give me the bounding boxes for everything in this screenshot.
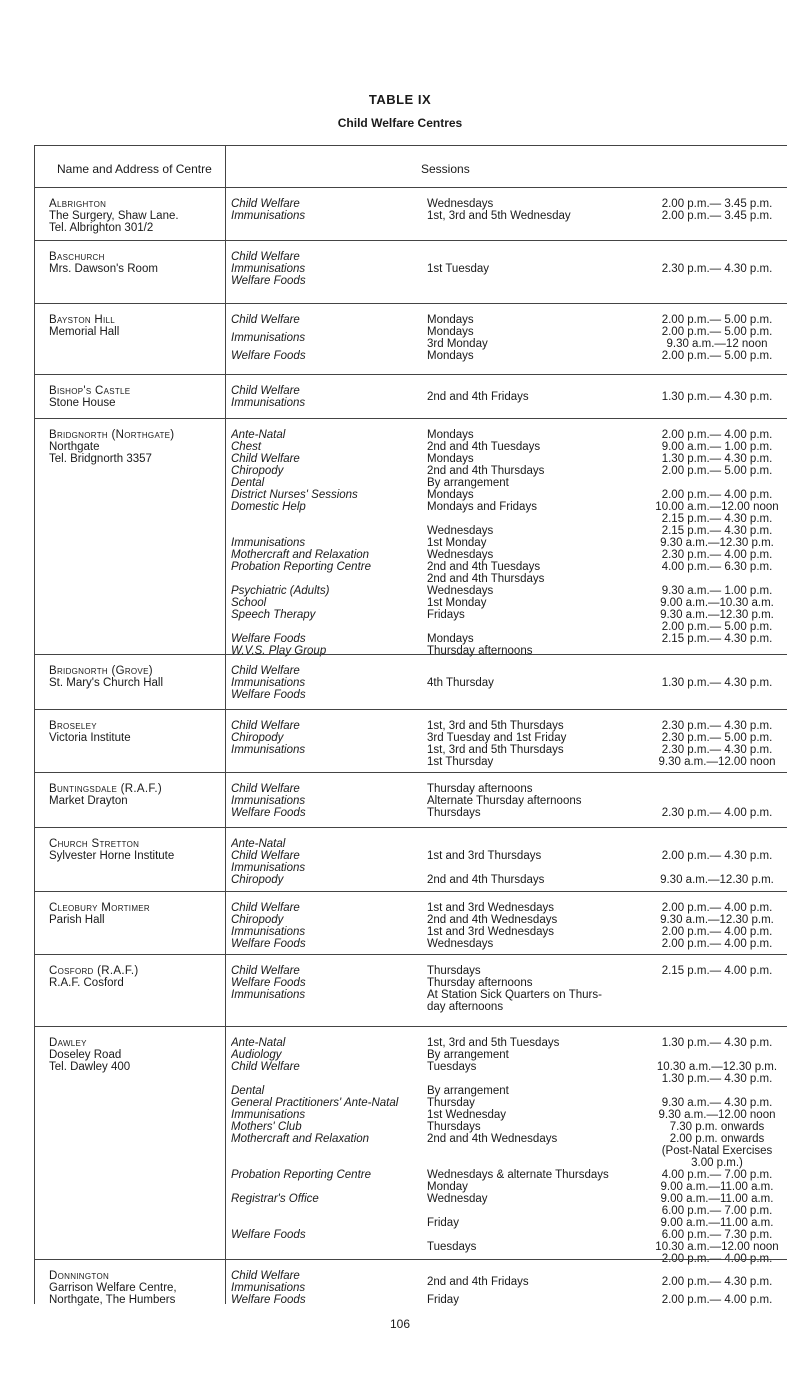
service-label: Immunisations xyxy=(231,537,308,549)
service-name xyxy=(231,795,416,807)
session-time: 9.30 a.m.—12.00 noon xyxy=(658,1109,776,1121)
session-day: 1st Wednesday xyxy=(427,1109,507,1121)
session-time: 1.30 p.m.— 4.30 p.m. xyxy=(661,1037,773,1049)
session-time: 2.00 p.m.— 4.00 p.m. xyxy=(661,938,773,950)
service-name xyxy=(231,838,416,850)
session-time: 9.30 a.m.—12.30 p.m. xyxy=(660,914,774,926)
service-label: Immunisations xyxy=(231,926,308,938)
centre-address-line: Garrison Welfare Centre, xyxy=(49,1282,177,1294)
service-label: District Nurses' Sessions xyxy=(231,489,361,501)
session-day: Thursday afternoons xyxy=(427,783,533,795)
session-time: 9.30 a.m.—12.30 p.m. xyxy=(660,609,774,621)
service-label: Probation Reporting Centre xyxy=(231,1169,374,1181)
session-day: By arrangement xyxy=(427,1049,509,1061)
session-day: Wednesdays xyxy=(427,525,494,537)
centre-address-line: Sylvester Horne Institute xyxy=(49,850,175,862)
session-day: Friday xyxy=(427,1217,459,1229)
service-label: Child Welfare xyxy=(231,665,303,677)
session-time: 7.30 p.m. onwards xyxy=(669,1121,765,1133)
session-day: At Station Sick Quarters on Thurs- xyxy=(427,989,602,1001)
session-day: Wednesday xyxy=(427,1193,488,1205)
session-time: 2.15 p.m.— 4.30 p.m. xyxy=(661,633,773,645)
session-day: Mondays and Fridays xyxy=(427,501,537,513)
service-name xyxy=(231,350,416,362)
service-name xyxy=(231,1037,416,1049)
session-day: 2nd and 4th Thursdays xyxy=(427,465,545,477)
service-name xyxy=(231,385,416,397)
service-label: Child Welfare xyxy=(231,965,303,977)
service-name xyxy=(231,332,416,344)
session-time: 2.00 p.m.— 3.45 p.m. xyxy=(661,210,773,222)
session-day: Thursdays xyxy=(427,965,481,977)
session-time: 1.30 p.m.— 4.30 p.m. xyxy=(661,677,773,689)
session-time: 2.30 p.m.— 4.00 p.m. xyxy=(661,807,773,819)
session-time: 2.00 p.m.— 5.00 p.m. xyxy=(661,621,773,633)
centre-name-address xyxy=(49,965,219,989)
service-name xyxy=(231,874,416,886)
service-name xyxy=(231,198,416,210)
centre-name-address xyxy=(49,1270,219,1306)
session-day: Friday xyxy=(427,1294,459,1306)
child-welfare-table xyxy=(34,145,787,1304)
service-name xyxy=(231,585,416,597)
service-name xyxy=(231,1270,416,1282)
centre-address-line: Parish Hall xyxy=(49,914,105,926)
session-day: 1st, 3rd and 5th Thursdays xyxy=(427,720,564,732)
service-label: Immunisations xyxy=(231,397,308,409)
session-time: 4.00 p.m.— 7.00 p.m. xyxy=(661,1169,773,1181)
centre-name: Albrighton xyxy=(49,198,107,210)
service-label: Chiropody xyxy=(231,874,286,886)
service-label: Chiropody xyxy=(231,914,286,926)
service-name xyxy=(231,210,416,222)
session-time: 2.00 p.m.— 5.00 p.m. xyxy=(661,350,773,362)
service-name xyxy=(231,1193,416,1205)
session-day: Thursdays xyxy=(427,807,481,819)
session-day: 2nd and 4th Wednesdays xyxy=(427,914,558,926)
centre-name: Bridgnorth (Grove) xyxy=(49,665,153,677)
service-name xyxy=(231,1282,416,1294)
table-row xyxy=(35,1026,787,1265)
session-time: 2.00 p.m.— 4.30 p.m. xyxy=(661,1276,773,1288)
session-time: 2.30 p.m.— 5.00 p.m. xyxy=(661,732,773,744)
service-label: Child Welfare xyxy=(231,902,303,914)
service-label: Welfare Foods xyxy=(231,1229,309,1241)
session-day: 2nd and 4th Tuesdays xyxy=(427,561,541,573)
service-label: Child Welfare xyxy=(231,251,303,263)
table-row xyxy=(35,827,787,892)
session-day: 1st, 3rd and 5th Tuesdays xyxy=(427,1037,560,1049)
service-name xyxy=(231,977,416,989)
centre-address-line: Mrs. Dawson's Room xyxy=(49,263,158,275)
service-name xyxy=(231,677,416,689)
session-time: 9.00 a.m.—11.00 a.m. xyxy=(660,1193,774,1205)
service-name xyxy=(231,429,416,441)
session-time: 9.00 a.m.—11.00 a.m. xyxy=(660,1181,774,1193)
centre-name: Cleobury Mortimer xyxy=(49,902,151,914)
service-label: Immunisations xyxy=(231,210,308,222)
session-day: Tuesdays xyxy=(427,1241,477,1253)
service-label: Child Welfare xyxy=(231,453,303,465)
service-label: Child Welfare xyxy=(231,1270,303,1282)
session-time: 2.00 p.m.— 4.00 p.m. xyxy=(661,902,773,914)
centre-address-line: Doseley Road xyxy=(49,1049,122,1061)
service-name xyxy=(231,938,416,950)
service-name xyxy=(231,489,416,501)
session-day: Fridays xyxy=(427,609,465,621)
session-day: Wednesdays & alternate Thursdays xyxy=(427,1169,609,1181)
session-day: By arrangement xyxy=(427,477,509,489)
service-label: Welfare Foods xyxy=(231,350,309,362)
service-label: Welfare Foods xyxy=(231,633,309,645)
session-day: 1st and 3rd Thursdays xyxy=(427,850,542,862)
page-number: 106 xyxy=(389,1317,411,1331)
centre-address-line: Memorial Hall xyxy=(49,326,120,338)
service-name xyxy=(231,597,416,609)
service-name xyxy=(231,1169,416,1181)
session-time: 9.00 a.m.— 1.00 p.m. xyxy=(661,441,773,453)
service-name xyxy=(231,633,416,645)
service-name xyxy=(231,1121,416,1133)
service-label: Immunisations xyxy=(231,1282,308,1294)
session-day: Wednesdays xyxy=(427,938,494,950)
table-row xyxy=(35,891,787,955)
service-label: Immunisations xyxy=(231,862,308,874)
session-day: 2nd and 4th Fridays xyxy=(427,1276,529,1288)
session-day: 1st and 3rd Wednesdays xyxy=(427,926,555,938)
session-time: 2.00 p.m.— 4.30 p.m. xyxy=(661,850,773,862)
service-name xyxy=(231,609,416,621)
service-label: Chiropody xyxy=(231,465,286,477)
service-label: Registrar's Office xyxy=(231,1193,322,1205)
session-day: Mondays xyxy=(427,350,474,362)
centre-address-line: Northgate, The Humbers xyxy=(49,1294,176,1306)
service-name xyxy=(231,1229,416,1241)
session-day: Thursday xyxy=(427,1097,475,1109)
service-label: W.V.S. Play Group xyxy=(231,645,329,657)
service-name xyxy=(231,275,416,287)
session-day: 2nd and 4th Thursdays xyxy=(427,573,545,585)
service-name xyxy=(231,720,416,732)
service-name xyxy=(231,850,416,862)
session-day: Mondays xyxy=(427,633,474,645)
session-time: 9.30 a.m.— 1.00 p.m. xyxy=(661,585,773,597)
service-label: Chiropody xyxy=(231,732,286,744)
session-time: 9.30 a.m.—12.00 noon xyxy=(658,756,776,768)
service-name xyxy=(231,453,416,465)
service-label: Ante-Natal xyxy=(231,838,288,850)
centre-name-address xyxy=(49,720,219,744)
centre-name: Broseley xyxy=(49,720,97,732)
service-name xyxy=(231,926,416,938)
service-label: Welfare Foods xyxy=(231,807,309,819)
table-row xyxy=(35,187,787,241)
service-name xyxy=(231,744,416,756)
session-time: 2.15 p.m.— 4.30 p.m. xyxy=(661,525,773,537)
session-time: 2.00 p.m.— 4.00 p.m. xyxy=(661,429,773,441)
session-day: Thursdays xyxy=(427,1121,481,1133)
session-day: 2nd and 4th Thursdays xyxy=(427,874,545,886)
session-day: By arrangement xyxy=(427,1085,509,1097)
session-time: 2.00 p.m.— 4.00 p.m. xyxy=(661,926,773,938)
centre-address-line: Victoria Institute xyxy=(49,732,131,744)
session-day: Wednesdays xyxy=(427,198,494,210)
session-day: 2nd and 4th Tuesdays xyxy=(427,441,541,453)
service-name xyxy=(231,689,416,701)
session-day: Mondays xyxy=(427,314,474,326)
service-label: Domestic Help xyxy=(231,501,309,513)
session-day: Mondays xyxy=(427,489,474,501)
service-label: Immunisations xyxy=(231,332,308,344)
session-time: 3.00 p.m.) xyxy=(691,1157,743,1169)
session-time: 2.00 p.m.— 4.00 p.m. xyxy=(661,1253,773,1265)
service-label: Immunisations xyxy=(231,744,308,756)
session-time: (Post-Natal Exercises xyxy=(661,1145,773,1157)
session-day: Monday xyxy=(427,1181,468,1193)
session-time: 9.30 a.m.—12.30 p.m. xyxy=(660,537,774,549)
centre-address-line: The Surgery, Shaw Lane. xyxy=(49,210,179,222)
session-day: 3rd Tuesday and 1st Friday xyxy=(427,732,567,744)
session-time: 10.30 a.m.—12.00 noon xyxy=(655,1241,779,1253)
centre-address-line: R.A.F. Cosford xyxy=(49,977,124,989)
service-label: Welfare Foods xyxy=(231,1294,309,1306)
session-time: 6.00 p.m.— 7.00 p.m. xyxy=(661,1205,773,1217)
table-row xyxy=(35,954,787,1027)
table-subtitle: Child Welfare Centres xyxy=(337,116,463,130)
session-day: 1st Thursday xyxy=(427,756,494,768)
centre-address-line: Tel. Albrighton 301/2 xyxy=(49,222,154,234)
service-label: Ante-Natal xyxy=(231,1037,288,1049)
centre-name: Church Stretton xyxy=(49,838,140,850)
centre-name: Baschurch xyxy=(49,251,105,263)
centre-name: Donnington xyxy=(49,1270,110,1282)
session-time: 10.00 a.m.—12.00 noon xyxy=(655,501,779,513)
service-label: Psychiatric (Adults) xyxy=(231,585,332,597)
centre-name: Dawley xyxy=(49,1037,87,1049)
service-label: Immunisations xyxy=(231,795,308,807)
session-day: Wednesdays xyxy=(427,549,494,561)
session-time: 2.00 p.m. onwards xyxy=(669,1133,765,1145)
service-name xyxy=(231,1097,416,1109)
centre-address-line: Tel. Bridgnorth 3357 xyxy=(49,453,152,465)
session-time: 2.15 p.m.— 4.00 p.m. xyxy=(661,965,773,977)
session-day: Thursday afternoons xyxy=(427,645,533,657)
session-time: 9.30 a.m.—12.30 p.m. xyxy=(660,874,774,886)
service-name xyxy=(231,862,416,874)
service-name xyxy=(231,314,416,326)
service-label: Welfare Foods xyxy=(231,977,309,989)
centre-name-address xyxy=(49,838,219,862)
service-label: Child Welfare xyxy=(231,850,303,862)
header-sessions: Sessions xyxy=(421,162,470,176)
session-time: 2.00 p.m.— 5.00 p.m. xyxy=(661,314,773,326)
session-time: 10.30 a.m.—12.30 p.m. xyxy=(656,1061,778,1073)
session-day: Thursday afternoons xyxy=(427,977,533,989)
table-row xyxy=(35,418,787,655)
service-name xyxy=(231,902,416,914)
service-label: Dental xyxy=(231,477,267,489)
service-label: Mothers' Club xyxy=(231,1121,305,1133)
service-label: Immunisations xyxy=(231,1109,308,1121)
session-time: 6.00 p.m.— 7.30 p.m. xyxy=(661,1229,773,1241)
centre-name-address xyxy=(49,1037,219,1073)
service-name xyxy=(231,263,416,275)
service-name xyxy=(231,989,416,1001)
session-time: 1.30 p.m.— 4.30 p.m. xyxy=(661,1073,773,1085)
session-day: Alternate Thursday afternoons xyxy=(427,795,582,807)
session-time: 9.00 a.m.—10.30 a.m. xyxy=(660,597,774,609)
service-label: Child Welfare xyxy=(231,385,303,397)
session-time: 2.15 p.m.— 4.30 p.m. xyxy=(661,513,773,525)
table-title: TABLE IX xyxy=(368,92,432,107)
centre-name-address xyxy=(49,385,219,409)
session-time: 4.00 p.m.— 6.30 p.m. xyxy=(661,561,773,573)
session-day: Wednesdays xyxy=(427,585,494,597)
service-label: Child Welfare xyxy=(231,1061,303,1073)
service-name xyxy=(231,965,416,977)
service-label: Ante-Natal xyxy=(231,429,288,441)
service-label: Dental xyxy=(231,1085,267,1097)
centre-name-address xyxy=(49,783,219,807)
table-row xyxy=(35,374,787,419)
centre-name: Bayston Hill xyxy=(49,314,116,326)
header-name-address: Name and Address of Centre xyxy=(57,162,212,176)
centre-address-line: Market Drayton xyxy=(49,795,128,807)
session-time: 2.30 p.m.— 4.30 p.m. xyxy=(661,744,773,756)
session-time: 2.30 p.m.— 4.00 p.m. xyxy=(661,549,773,561)
session-time: 2.00 p.m.— 4.00 p.m. xyxy=(661,1294,773,1306)
session-day: 4th Thursday xyxy=(427,677,494,689)
service-label: Mothercraft and Relaxation xyxy=(231,549,372,561)
service-label: Child Welfare xyxy=(231,314,303,326)
centre-address-line: Tel. Dawley 400 xyxy=(49,1061,131,1073)
centre-address-line: St. Mary's Church Hall xyxy=(49,677,164,689)
service-name xyxy=(231,251,416,263)
session-time: 2.00 p.m.— 5.00 p.m. xyxy=(661,326,773,338)
centre-name-address xyxy=(49,665,219,689)
service-name xyxy=(231,807,416,819)
service-name xyxy=(231,1061,416,1073)
session-time: 9.30 a.m.— 4.30 p.m. xyxy=(661,1097,773,1109)
session-time: 1.30 p.m.— 4.30 p.m. xyxy=(661,453,773,465)
session-time: 2.00 p.m.— 3.45 p.m. xyxy=(661,198,773,210)
service-label: Immunisations xyxy=(231,263,308,275)
session-day: 2nd and 4th Fridays xyxy=(427,391,529,403)
service-name xyxy=(231,1294,416,1306)
service-label: Chest xyxy=(231,441,264,453)
centre-name: Buntingsdale (R.A.F.) xyxy=(49,783,163,795)
service-label: Audiology xyxy=(231,1049,285,1061)
session-day: Mondays xyxy=(427,326,474,338)
session-day: 1st, 3rd and 5th Thursdays xyxy=(427,744,564,756)
session-day: 1st Tuesday xyxy=(427,263,490,275)
service-name xyxy=(231,1133,416,1145)
service-label: Immunisations xyxy=(231,677,308,689)
centre-address-line: Northgate xyxy=(49,441,100,453)
session-day: Mondays xyxy=(427,429,474,441)
service-label: Speech Therapy xyxy=(231,609,318,621)
service-name xyxy=(231,561,416,573)
service-label: General Practitioners' Ante-Natal xyxy=(231,1097,401,1109)
service-name xyxy=(231,732,416,744)
session-time: 2.30 p.m.— 4.30 p.m. xyxy=(661,263,773,275)
centre-name: Cosford (R.A.F.) xyxy=(49,965,139,977)
service-label: Child Welfare xyxy=(231,198,303,210)
centre-name-address xyxy=(49,314,219,338)
service-name xyxy=(231,537,416,549)
session-time: 9.30 a.m.—12 noon xyxy=(666,338,768,350)
service-name xyxy=(231,783,416,795)
service-label: Welfare Foods xyxy=(231,689,309,701)
service-name xyxy=(231,1109,416,1121)
table-row xyxy=(35,303,787,375)
service-label: Immunisations xyxy=(231,989,308,1001)
session-time: 9.00 a.m.—11.00 a.m. xyxy=(660,1217,774,1229)
service-name xyxy=(231,465,416,477)
service-name xyxy=(231,501,416,513)
session-day: 1st Monday xyxy=(427,537,487,549)
centre-name-address xyxy=(49,429,219,465)
session-day: 1st Monday xyxy=(427,597,487,609)
service-name xyxy=(231,549,416,561)
service-label: Child Welfare xyxy=(231,783,303,795)
service-name xyxy=(231,914,416,926)
table-row xyxy=(35,1259,787,1305)
service-name xyxy=(231,477,416,489)
table-row xyxy=(35,772,787,828)
centre-name: Bridgnorth (Northgate) xyxy=(49,429,175,441)
session-day: 1st and 3rd Wednesdays xyxy=(427,902,555,914)
session-time: 1.30 p.m.— 4.30 p.m. xyxy=(661,391,773,403)
service-label: Probation Reporting Centre xyxy=(231,561,374,573)
service-label: School xyxy=(231,597,269,609)
session-day: day afternoons xyxy=(427,1001,504,1013)
service-label: Mothercraft and Relaxation xyxy=(231,1133,372,1145)
service-label: Welfare Foods xyxy=(231,275,309,287)
service-name xyxy=(231,1085,416,1097)
centre-name: Bishop's Castle xyxy=(49,385,131,397)
session-time: 2.00 p.m.— 4.00 p.m. xyxy=(661,489,773,501)
table-row xyxy=(35,709,787,773)
centre-address-line: Stone House xyxy=(49,397,116,409)
service-name xyxy=(231,665,416,677)
service-label: Welfare Foods xyxy=(231,938,309,950)
session-day: Mondays xyxy=(427,453,474,465)
centre-name-address xyxy=(49,198,219,234)
centre-name-address xyxy=(49,251,219,275)
session-day: 2nd and 4th Wednesdays xyxy=(427,1133,558,1145)
session-time: 2.00 p.m.— 5.00 p.m. xyxy=(661,465,773,477)
session-day: Tuesdays xyxy=(427,1061,477,1073)
session-day: 3rd Monday xyxy=(427,338,488,350)
table-row xyxy=(35,240,787,304)
service-label: Child Welfare xyxy=(231,720,303,732)
centre-name-address xyxy=(49,902,219,926)
table-row xyxy=(35,654,787,710)
service-name xyxy=(231,397,416,409)
session-time: 2.30 p.m.— 4.30 p.m. xyxy=(661,720,773,732)
service-name xyxy=(231,441,416,453)
service-name xyxy=(231,1049,416,1061)
session-day: 1st, 3rd and 5th Wednesday xyxy=(427,210,571,222)
